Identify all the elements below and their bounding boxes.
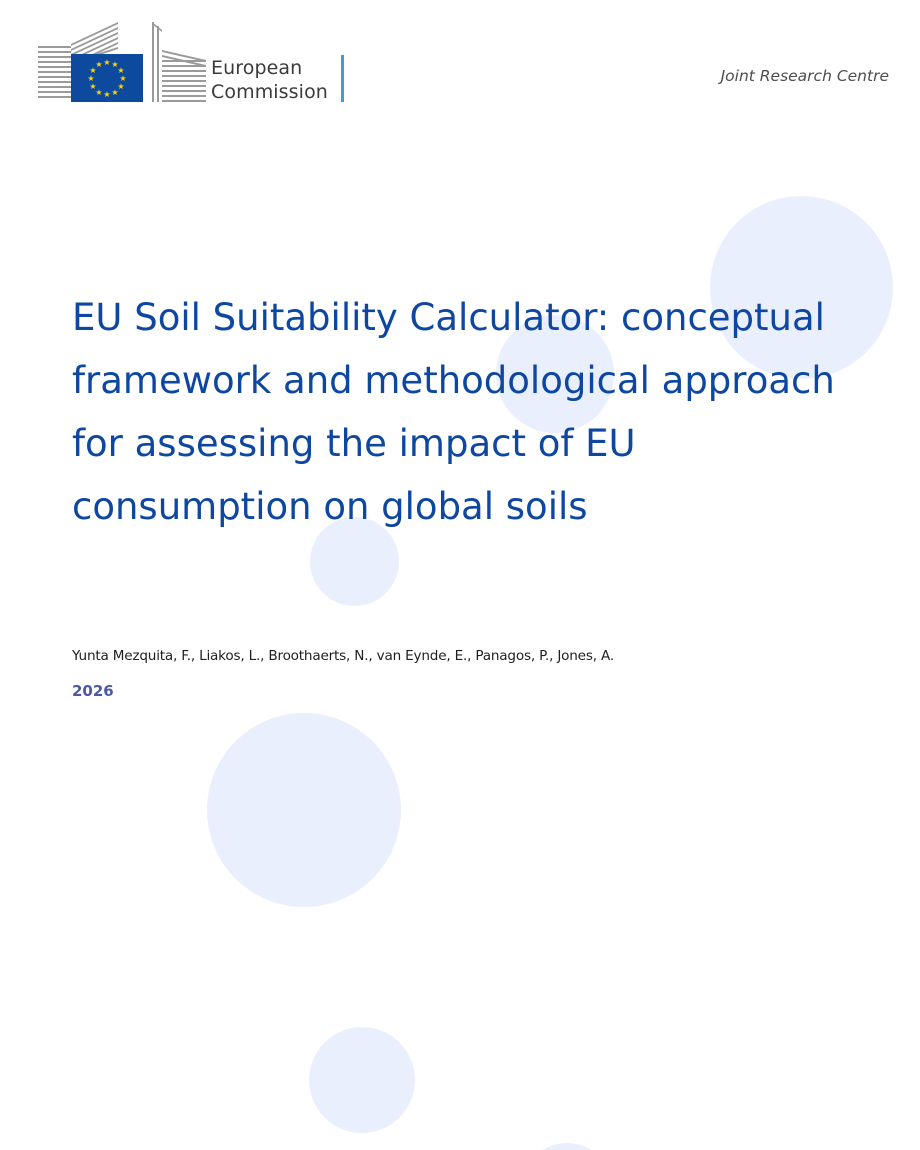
logo-line-commission: Commission <box>211 81 328 103</box>
decorative-bubble <box>522 1143 612 1150</box>
author-list: Yunta Mezquita, F., Liakos, L., Broothaerts, N., van Eynde, E., Panagos, P., Jones, A. <box>72 648 614 664</box>
decorative-bubble <box>309 1027 415 1133</box>
svg-text:★: ★ <box>111 60 119 69</box>
svg-text:★: ★ <box>95 60 103 69</box>
decorative-bubble <box>207 713 401 907</box>
svg-text:★: ★ <box>103 90 111 99</box>
svg-text:★: ★ <box>89 66 97 75</box>
svg-text:★: ★ <box>117 82 125 91</box>
report-title: EU Soil Suitability Calculator: conceptual framework and methodological approach for assessing the impact of EU consumption on global soils <box>72 296 835 528</box>
svg-text:★: ★ <box>103 58 111 67</box>
svg-text:★: ★ <box>117 66 125 75</box>
svg-text:★: ★ <box>119 74 127 83</box>
svg-text:★: ★ <box>87 74 95 83</box>
commission-building-icon <box>38 22 206 106</box>
publication-year: 2026 <box>72 682 114 700</box>
svg-text:★: ★ <box>95 88 103 97</box>
european-commission-logo <box>38 22 358 106</box>
logo-wordmark <box>211 56 328 104</box>
svg-text:★: ★ <box>89 82 97 91</box>
logo-divider <box>341 55 344 102</box>
department-name: Joint Research Centre <box>720 67 889 85</box>
svg-text:★: ★ <box>111 88 119 97</box>
logo-line-european: European <box>211 57 303 79</box>
